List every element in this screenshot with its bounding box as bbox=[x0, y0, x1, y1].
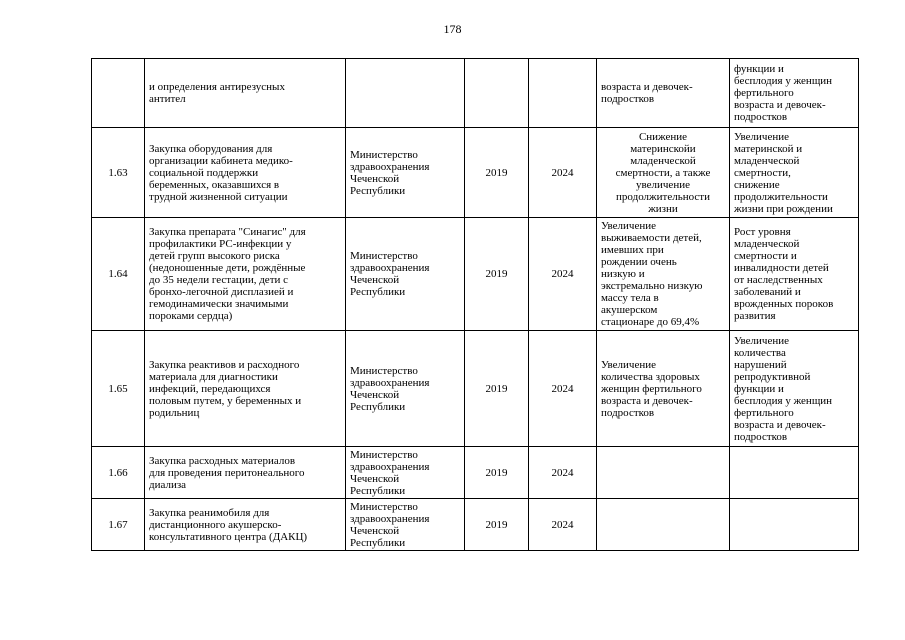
executor: Министерство здравоохранения Чеченской Республики bbox=[346, 499, 465, 551]
measure-name: и определения антирезусных антител bbox=[145, 59, 346, 128]
measure-name: Закупка реанимобиля для дистанционного акушерско- консультативного центра (ДАКЦ) bbox=[145, 499, 346, 551]
end-year: 2024 bbox=[529, 447, 597, 499]
expected-result: Увеличение выживаемости детей, имевших при рождении очень низкую и экстремально низкую массу тела в акушерском стационаре до 69,4% bbox=[597, 218, 730, 331]
executor bbox=[346, 59, 465, 128]
measure-name: Закупка оборудования для организации кабинета медико- социальной поддержки беременных, оказавшихся в трудной жизненной ситуации bbox=[145, 128, 346, 218]
table-row bbox=[92, 128, 859, 218]
start-year: 2019 bbox=[465, 218, 529, 331]
measure-name: Закупка препарата "Синагис" для профилактики РС-инфекции у детей групп высокого риска (недоношенные дети, рождённые до 35 недели гестации, дети с бронхо-легочной дисплазией и гемодинамически значимыми пороками сердца) bbox=[145, 218, 346, 331]
page-number: 178 bbox=[443, 22, 462, 36]
row-number: 1.66 bbox=[92, 447, 145, 499]
start-year: 2019 bbox=[465, 128, 529, 218]
expected-result bbox=[597, 499, 730, 551]
executor: Министерство здравоохранения Чеченской Республики bbox=[346, 128, 465, 218]
end-year: 2024 bbox=[529, 218, 597, 331]
row-number bbox=[92, 59, 145, 128]
expected-result: Снижение материнскойи младенческой смертности, а также увеличение продолжительности жизни bbox=[597, 128, 730, 218]
row-number: 1.67 bbox=[92, 499, 145, 551]
table-row bbox=[92, 499, 859, 551]
consequence: Рост уровня младенческой смертности и инвалидности детей от наследственных заболеваний и врожденных пороков развития bbox=[730, 218, 859, 331]
measure-name: Закупка расходных материалов для проведения перитонеального диализа bbox=[145, 447, 346, 499]
table-row bbox=[92, 331, 859, 447]
executor: Министерство здравоохранения Чеченской Республики bbox=[346, 218, 465, 331]
end-year: 2024 bbox=[529, 331, 597, 447]
measures-table bbox=[91, 58, 859, 551]
end-year: 2024 bbox=[529, 128, 597, 218]
table-row bbox=[92, 59, 859, 128]
executor: Министерство здравоохранения Чеченской Республики bbox=[346, 331, 465, 447]
consequence: Увеличение количества нарушений репродуктивной функции и бесплодия у женщин фертильного возраста и девочек- подростков bbox=[730, 331, 859, 447]
consequence bbox=[730, 447, 859, 499]
expected-result bbox=[597, 447, 730, 499]
row-number: 1.63 bbox=[92, 128, 145, 218]
row-number: 1.65 bbox=[92, 331, 145, 447]
end-year bbox=[529, 59, 597, 128]
start-year bbox=[465, 59, 529, 128]
consequence bbox=[730, 499, 859, 551]
consequence: функции и бесплодия у женщин фертильного возраста и девочек- подростков bbox=[730, 59, 859, 128]
consequence: Увеличение материнской и младенческой смертности, снижение продолжительности жизни при рождении bbox=[730, 128, 859, 218]
executor: Министерство здравоохранения Чеченской Республики bbox=[346, 447, 465, 499]
table-row bbox=[92, 218, 859, 331]
start-year: 2019 bbox=[465, 499, 529, 551]
row-number: 1.64 bbox=[92, 218, 145, 331]
table-row bbox=[92, 447, 859, 499]
start-year: 2019 bbox=[465, 331, 529, 447]
expected-result: возраста и девочек- подростков bbox=[597, 59, 730, 128]
end-year: 2024 bbox=[529, 499, 597, 551]
expected-result: Увеличение количества здоровых женщин фертильного возраста и девочек- подростков bbox=[597, 331, 730, 447]
measure-name: Закупка реактивов и расходного материала для диагностики инфекций, передающихся половым путем, у беременных и родильниц bbox=[145, 331, 346, 447]
start-year: 2019 bbox=[465, 447, 529, 499]
